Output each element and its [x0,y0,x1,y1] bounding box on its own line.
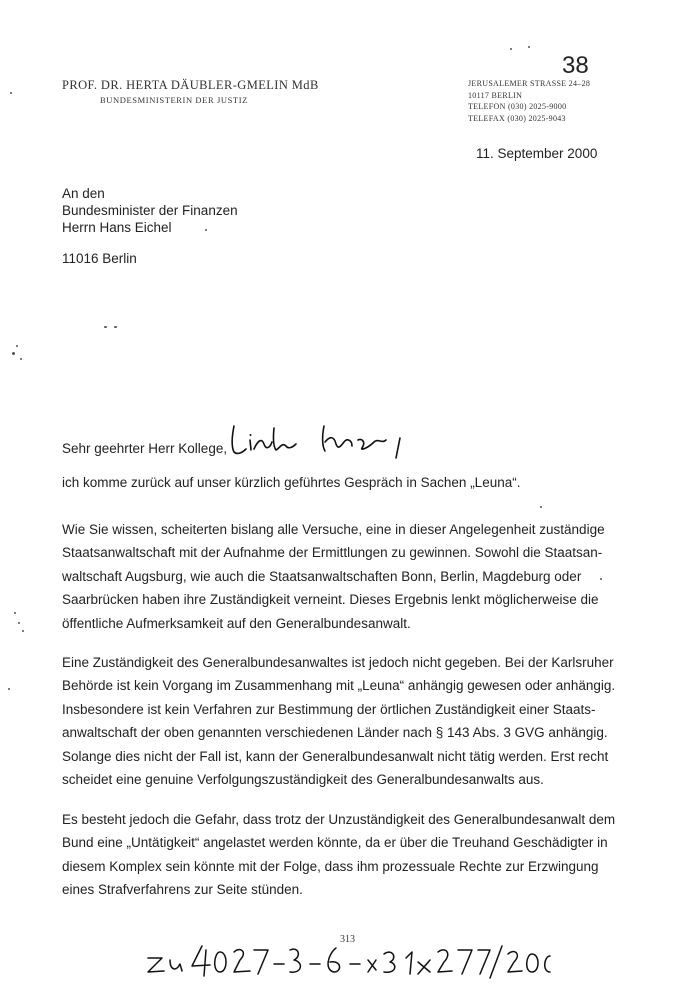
recipient-address [62,185,238,267]
address-line-street: JERUSALEMER STRASSE 24–28 [468,79,591,88]
paragraph-jurisdiction [62,651,622,791]
scan-speck [10,92,12,94]
recipient-city: 11016 Berlin [62,251,137,266]
text-line: scheidet eine genuine Verfolgungszuständigkeit des Generalbundesanwalts aus. [62,772,544,788]
text-line: Es besteht jedoch die Gefahr, dass trotz der Unzuständigkeit des Generalbundesanwalt dem [62,812,616,827]
recipient-line: Herrn Hans Eichel [62,220,172,235]
scan-speck [510,48,512,50]
text-line: Eine Zuständigkeit des Generalbundesanwaltes ist jedoch nicht gegeben. Bei der Karlsruher [62,655,614,670]
text-line: eines Strafverfahrens zur Seite stünden. [62,882,303,898]
text-line: Staatsanwaltschaft mit der Aufnahme der Ermittlungen zu gewinnen. Sowohl die Staatsan- [62,545,603,561]
scan-speck [12,352,15,355]
sender-address [468,78,590,124]
text-line: anwaltschaft der oben genannten verschiedenen Länder nach § 143 Abs. 3 GVG anhängig. [62,725,608,741]
text-line: öffentliche Aufmerksamkeit auf den Generalbundesanwalt. [62,615,411,631]
scan-speck [528,46,530,48]
text-line: Wie Sie wissen, scheiterten bislang alle Versuche, eine in dieser Angelegenheit zuständige [62,522,605,537]
address-line-phone: TELEFON (030) 2025-9000 [468,102,567,111]
scan-speck [104,326,107,328]
scan-speck [18,622,20,624]
paragraph-intro [62,471,622,494]
paragraph-investigations [62,518,622,635]
scan-speck [8,688,10,690]
text-line: Bund eine „Untätigkeit“ angelastet werden könnte, da er über die Treuhand Geschädigter in [62,835,608,851]
letter-date: 11. September 2000 [476,146,598,161]
address-line-fax: TELEFAX (030) 2025-9043 [468,113,566,123]
text-line: ich komme zurück auf unser kürzlich geführtes Gespräch in Sachen „Leuna“. [62,475,521,490]
folio-number: 313 [340,934,355,945]
scan-speck [540,506,542,508]
handwritten-file-reference [140,938,560,982]
recipient-line: Bundesminister der Finanzen [62,203,238,218]
paragraph-risk [62,808,622,902]
salutation: Sehr geehrter Herr Kollege, [62,441,228,456]
sender-name: PROF. DR. HERTA DÄUBLER-GMELIN MdB [62,78,319,92]
scan-speck [205,229,207,231]
text-line: Insbesondere ist kein Verfahren zur Bestimmung der örtlichen Zuständigkeit einer Staats- [62,701,596,717]
scan-speck [16,345,18,347]
scan-speck [14,612,16,614]
text-line: Solange dies nicht der Fall ist, kann der Generalbundesanwalt nicht tätig werden. Erst recht [62,748,609,764]
handwritten-salutation [228,418,428,468]
scan-speck [22,630,24,632]
scan-speck [114,326,117,328]
text-line: waltschaft Augsburg, wie auch die Staatsanwaltschaften Bonn, Berlin, Magdeburg oder [62,568,582,584]
recipient-line: An den [62,186,105,201]
text-line: diesem Komplex sein könnte mit der Folge, dass ihm prozessuale Rechte zur Erzwingung [62,858,599,874]
text-line: Behörde ist kein Vorgang im Zusammenhang mit „Leuna“ anhängig gewesen oder anhängig. [62,678,616,694]
text-line: Saarbrücken haben ihre Zuständigkeit verneint. Dieses Ergebnis lenkt möglicherweise die [62,592,599,608]
sender-title: BUNDESMINISTERIN DER JUSTIZ [100,95,248,105]
address-line-city: 10117 BERLIN [468,90,523,100]
scan-speck [600,578,602,580]
page-number: 38 [562,52,589,79]
scan-speck [20,358,22,360]
